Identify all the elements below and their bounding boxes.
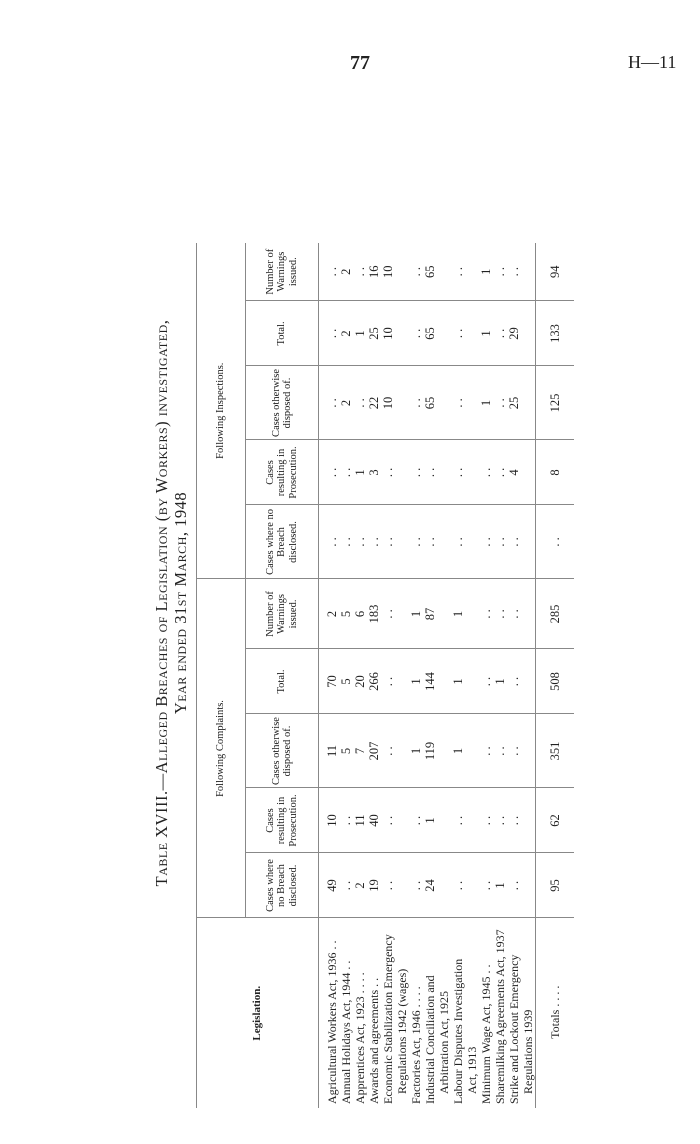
complaints-warnings-cell: . . xyxy=(381,579,395,649)
inspections-prosecution-cell: . . xyxy=(451,440,465,505)
header-otherwise: Cases otherwise disposed of. xyxy=(246,366,319,440)
table-row xyxy=(423,243,437,1108)
inspections-no-breach-cell: . . xyxy=(319,505,340,579)
complaints-prosecution-cell xyxy=(395,788,409,853)
row-legislation-name: Annual Holidays Act, 1944 . . xyxy=(339,918,353,1108)
complaints-warnings-cell: . . xyxy=(493,579,507,649)
inspections-warnings-cell xyxy=(521,243,536,301)
complaints-warnings-cell: . . xyxy=(507,579,521,649)
inspections-prosecution-cell: . . xyxy=(423,440,437,505)
complaints-warnings-cell: 1 xyxy=(451,579,465,649)
rotated-table-area xyxy=(150,98,570,1108)
complaints-total-total: 508 xyxy=(536,649,575,714)
complaints-prosecution-cell: . . xyxy=(451,788,465,853)
table-row xyxy=(521,243,536,1108)
complaints-no-breach-cell: . . xyxy=(479,853,493,918)
inspections-otherwise-cell xyxy=(521,366,536,440)
inspections-warnings-cell: 16 xyxy=(367,265,381,278)
inspections-otherwise-cell: 1 xyxy=(479,366,493,440)
complaints-no-breach-total: 95 xyxy=(536,853,575,918)
complaints-no-breach-cell xyxy=(521,853,536,918)
inspections-total-total: 133 xyxy=(536,301,575,366)
inspections-prosecution-cell xyxy=(521,440,536,505)
table-row xyxy=(339,243,353,1108)
complaints-total-cell: 1 xyxy=(409,649,423,714)
header-no-breach: Cases where no Breach disclosed. xyxy=(246,505,319,579)
complaints-no-breach-cell: 49 xyxy=(319,853,340,918)
complaints-total-cell xyxy=(521,649,536,714)
inspections-no-breach-cell xyxy=(465,505,479,579)
complaints-no-breach-cell xyxy=(395,853,409,918)
complaints-total-cell xyxy=(465,649,479,714)
header-warnings: Number of Warnings issued. xyxy=(246,579,319,649)
inspections-prosecution-cell: 3 xyxy=(367,440,381,505)
inspections-warnings-cell: 1 xyxy=(479,268,493,275)
complaints-otherwise-cell: 1 xyxy=(409,714,423,788)
inspections-warnings-cell: 65 xyxy=(423,265,437,278)
complaints-no-breach-cell: . . xyxy=(381,853,395,918)
inspections-total-cell xyxy=(465,301,479,366)
table-row xyxy=(353,243,367,1108)
inspections-warnings-cell xyxy=(395,243,409,301)
inspections-otherwise-cell: 10 xyxy=(381,366,395,440)
complaints-prosecution-cell: 1 xyxy=(423,788,437,853)
row-legislation-name: Regulations 1939 xyxy=(521,918,536,1108)
inspections-no-breach-cell: . . xyxy=(507,505,521,579)
inspections-otherwise-cell: 22 xyxy=(367,366,381,440)
complaints-otherwise-cell xyxy=(395,714,409,788)
inspections-warnings-cell: 10 xyxy=(381,265,395,278)
legislation-header: Legislation. xyxy=(197,918,319,1108)
complaints-total-cell: 1 xyxy=(451,649,465,714)
complaints-no-breach-cell: 19 xyxy=(367,853,381,918)
complaints-otherwise-cell: . . xyxy=(493,714,507,788)
complaints-warnings-total: 285 xyxy=(536,579,575,649)
inspections-prosecution-cell xyxy=(395,440,409,505)
inspections-warnings-cell: . . xyxy=(353,267,367,277)
row-legislation-name: Economic Stabilization Emergency xyxy=(381,918,395,1108)
inspections-prosecution-cell: 1 xyxy=(353,440,367,505)
row-legislation-name: Act, 1913 xyxy=(465,918,479,1108)
row-legislation-name: Sharemilking Agreements Act, 1937 xyxy=(493,918,507,1108)
complaints-no-breach-cell xyxy=(437,853,451,918)
breaches-table xyxy=(196,243,574,1108)
inspections-no-breach-cell: . . xyxy=(353,505,367,579)
complaints-otherwise-total: 351 xyxy=(536,714,575,788)
header-prosecution: Cases resulting in Prosecution. xyxy=(246,788,319,853)
complaints-prosecution-cell: 11 xyxy=(353,788,367,853)
table-row xyxy=(437,243,451,1108)
complaints-warnings-cell: 2 xyxy=(319,579,340,649)
inspections-no-breach-cell: . . xyxy=(479,505,493,579)
inspections-prosecution-cell: . . xyxy=(339,440,353,505)
table-body xyxy=(319,243,575,1108)
inspections-warnings-cell: . . xyxy=(451,267,465,277)
table-row xyxy=(319,243,340,1108)
complaints-total-cell: 70 xyxy=(319,649,340,714)
complaints-total-cell: . . xyxy=(507,649,521,714)
complaints-otherwise-cell: . . xyxy=(381,714,395,788)
complaints-otherwise-cell: 5 xyxy=(339,714,353,788)
inspections-otherwise-cell: 25 xyxy=(507,366,521,440)
complaints-total-cell: . . xyxy=(381,649,395,714)
table-row xyxy=(409,243,423,1108)
complaints-prosecution-cell xyxy=(465,788,479,853)
inspections-warnings-total: 94 xyxy=(536,243,575,301)
inspections-warnings-cell: 2 xyxy=(339,268,353,275)
group-complaints-header: Following Complaints. xyxy=(197,579,246,918)
table-row xyxy=(465,243,479,1108)
inspections-prosecution-cell: . . xyxy=(409,440,423,505)
inspections-total-cell: 10 xyxy=(381,301,395,366)
inspections-no-breach-total: . . xyxy=(536,505,575,579)
inspections-prosecution-cell: . . xyxy=(381,440,395,505)
complaints-total-cell: 20 xyxy=(353,649,367,714)
table-row xyxy=(493,243,507,1108)
row-legislation-name: Agricultural Workers Act, 1936 . . xyxy=(319,918,340,1108)
inspections-prosecution-cell: 4 xyxy=(507,440,521,505)
inspections-otherwise-cell: 65 xyxy=(423,366,437,440)
table-title-line2: Year ended 31st March, 1948 xyxy=(171,491,190,715)
page-number: 77 xyxy=(350,52,370,74)
complaints-warnings-cell xyxy=(521,579,536,649)
totals-row xyxy=(536,243,575,1108)
totals-label: Totals . . . . xyxy=(536,918,575,1108)
inspections-warnings-cell: . . xyxy=(409,267,423,277)
table-row xyxy=(451,243,465,1108)
inspections-no-breach-cell: . . xyxy=(451,505,465,579)
inspections-no-breach-cell xyxy=(521,505,536,579)
inspections-total-cell: 29 xyxy=(507,301,521,366)
report-code: H—11 xyxy=(628,52,677,72)
header-no-breach: Cases where no Breach disclosed. xyxy=(246,853,319,918)
inspections-prosecution-total: 8 xyxy=(536,440,575,505)
inspections-total-cell xyxy=(521,301,536,366)
inspections-total-cell: 1 xyxy=(479,301,493,366)
inspections-total-cell: 2 xyxy=(339,301,353,366)
inspections-otherwise-cell: . . xyxy=(409,366,423,440)
complaints-no-breach-cell: . . xyxy=(507,853,521,918)
complaints-prosecution-cell: . . xyxy=(409,788,423,853)
inspections-total-cell xyxy=(437,301,451,366)
complaints-warnings-cell xyxy=(437,579,451,649)
complaints-otherwise-cell: 207 xyxy=(367,714,381,788)
inspections-otherwise-cell xyxy=(395,366,409,440)
inspections-no-breach-cell xyxy=(395,505,409,579)
complaints-total-cell: 144 xyxy=(423,649,437,714)
inspections-total-cell: . . xyxy=(409,301,423,366)
inspections-total-cell: 1 xyxy=(353,301,367,366)
inspections-otherwise-cell: 2 xyxy=(339,366,353,440)
inspections-no-breach-cell: . . xyxy=(367,505,381,579)
complaints-otherwise-cell: . . xyxy=(507,714,521,788)
complaints-warnings-cell: 5 xyxy=(339,579,353,649)
table-row xyxy=(381,243,395,1108)
header-total: Total. xyxy=(246,301,319,366)
complaints-otherwise-cell xyxy=(437,714,451,788)
inspections-total-cell xyxy=(395,301,409,366)
row-legislation-name: Apprentices Act, 1923 . . . . xyxy=(353,918,367,1108)
row-legislation-name: Strike and Lockout Emergency xyxy=(507,918,521,1108)
complaints-prosecution-cell: 10 xyxy=(319,788,340,853)
complaints-prosecution-cell xyxy=(437,788,451,853)
inspections-prosecution-cell: . . xyxy=(319,440,340,505)
complaints-warnings-cell: 1 xyxy=(409,579,423,649)
row-legislation-name: Arbitration Act, 1925 xyxy=(437,918,451,1108)
complaints-total-cell xyxy=(395,649,409,714)
inspections-no-breach-cell: . . xyxy=(339,505,353,579)
complaints-prosecution-cell: . . xyxy=(339,788,353,853)
header-otherwise: Cases otherwise disposed of. xyxy=(246,714,319,788)
complaints-no-breach-cell: 1 xyxy=(493,853,507,918)
inspections-total-cell: . . xyxy=(451,301,465,366)
inspections-no-breach-cell: . . xyxy=(423,505,437,579)
complaints-prosecution-total: 62 xyxy=(536,788,575,853)
complaints-otherwise-cell: . . xyxy=(479,714,493,788)
inspections-warnings-cell: . . xyxy=(493,267,507,277)
complaints-total-cell: 5 xyxy=(339,649,353,714)
inspections-total-cell: . . xyxy=(493,301,507,366)
complaints-no-breach-cell: 24 xyxy=(423,853,437,918)
complaints-no-breach-cell xyxy=(465,853,479,918)
complaints-no-breach-cell: . . xyxy=(409,853,423,918)
complaints-no-breach-cell: . . xyxy=(451,853,465,918)
inspections-no-breach-cell: . . xyxy=(381,505,395,579)
group-inspections-header: Following Inspections. xyxy=(197,243,246,579)
complaints-otherwise-cell: 11 xyxy=(319,714,340,788)
inspections-no-breach-cell: . . xyxy=(493,505,507,579)
inspections-otherwise-cell: . . xyxy=(353,366,367,440)
inspections-otherwise-total: 125 xyxy=(536,366,575,440)
complaints-prosecution-cell: . . xyxy=(507,788,521,853)
complaints-prosecution-cell: . . xyxy=(381,788,395,853)
inspections-prosecution-cell: . . xyxy=(479,440,493,505)
inspections-warnings-cell: . . xyxy=(507,267,521,277)
inspections-no-breach-cell: . . xyxy=(409,505,423,579)
complaints-prosecution-cell: 40 xyxy=(367,788,381,853)
table-row xyxy=(479,243,493,1108)
complaints-warnings-cell: 87 xyxy=(423,579,437,649)
complaints-total-cell xyxy=(437,649,451,714)
table-row xyxy=(395,243,409,1108)
complaints-prosecution-cell: . . xyxy=(479,788,493,853)
inspections-prosecution-cell xyxy=(437,440,451,505)
inspections-total-cell: . . xyxy=(319,301,340,366)
rotated-content xyxy=(150,98,570,1108)
inspections-prosecution-cell xyxy=(465,440,479,505)
inspections-otherwise-cell xyxy=(465,366,479,440)
complaints-no-breach-cell: 2 xyxy=(353,853,367,918)
inspections-warnings-cell: . . xyxy=(325,267,339,277)
complaints-no-breach-cell: . . xyxy=(339,853,353,918)
complaints-otherwise-cell: 1 xyxy=(451,714,465,788)
row-legislation-name: Labour Disputes Investigation xyxy=(451,918,465,1108)
row-legislation-name: Industrial Conciliation and xyxy=(423,918,437,1108)
inspections-total-cell: 65 xyxy=(423,301,437,366)
inspections-otherwise-cell: . . xyxy=(319,366,340,440)
inspections-otherwise-cell: . . xyxy=(493,366,507,440)
row-legislation-name: Factories Act, 1946 . . . . xyxy=(409,918,423,1108)
complaints-warnings-cell: 6 xyxy=(353,579,367,649)
complaints-warnings-cell: 183 xyxy=(367,579,381,649)
row-legislation-name: Regulations 1942 (wages) xyxy=(395,918,409,1108)
inspections-total-cell: 25 xyxy=(367,301,381,366)
inspections-otherwise-cell: . . xyxy=(451,366,465,440)
header-prosecution: Cases resulting in Prosecution. xyxy=(246,440,319,505)
table-row xyxy=(507,243,521,1108)
inspections-warnings-cell xyxy=(465,243,479,301)
complaints-otherwise-cell: 7 xyxy=(353,714,367,788)
inspections-no-breach-cell xyxy=(437,505,451,579)
complaints-total-cell: . . xyxy=(479,649,493,714)
header-warnings: Number of Warnings issued. xyxy=(246,243,319,301)
complaints-total-cell: 1 xyxy=(493,649,507,714)
inspections-prosecution-cell: . . xyxy=(493,440,507,505)
complaints-warnings-cell xyxy=(465,579,479,649)
inspections-warnings-cell xyxy=(437,243,451,301)
complaints-warnings-cell xyxy=(395,579,409,649)
inspections-otherwise-cell xyxy=(437,366,451,440)
row-legislation-name: Minimum Wage Act, 1945 . . xyxy=(479,918,493,1108)
complaints-otherwise-cell xyxy=(521,714,536,788)
complaints-warnings-cell: . . xyxy=(479,579,493,649)
complaints-otherwise-cell xyxy=(465,714,479,788)
complaints-prosecution-cell: . . xyxy=(493,788,507,853)
table-row xyxy=(367,243,381,1108)
complaints-otherwise-cell: 119 xyxy=(423,714,437,788)
complaints-prosecution-cell xyxy=(521,788,536,853)
table-title-line1: Table XVIII.—Alleged Breaches of Legislation (by Workers) investigated, xyxy=(152,319,171,887)
row-legislation-name: Awards and agreements . . xyxy=(367,918,381,1108)
complaints-total-cell: 266 xyxy=(367,649,381,714)
header-total: Total. xyxy=(246,649,319,714)
